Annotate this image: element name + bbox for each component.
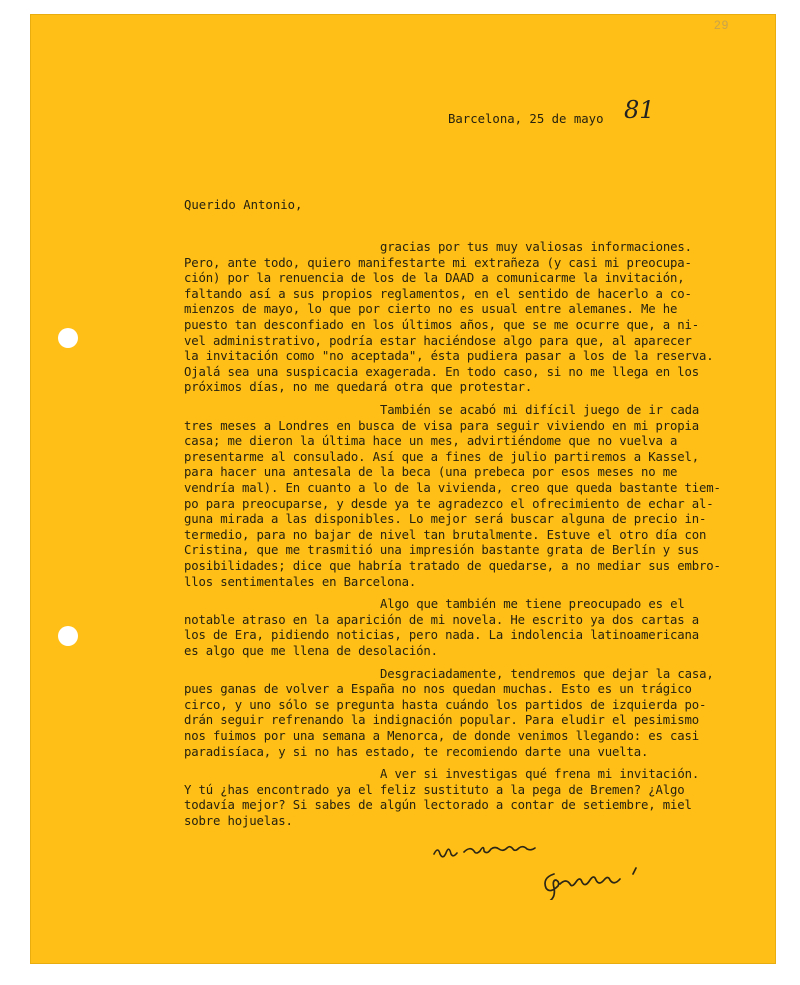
handwritten-year: 81 [624, 96, 655, 124]
letter-line: tres meses a Londres en busca de visa para seguir viviendo en mi propia [184, 418, 699, 433]
salutation: Querido Antonio, [184, 198, 303, 212]
letter-line: es algo que me llena de desolación. [184, 644, 438, 658]
letter-line: nos fuimos por una semana a Menorca, de donde venimos llegando: es casi [184, 729, 699, 743]
letter-line: mienzos de mayo, lo que por cierto no es usual entre alemanes. Me he [184, 302, 678, 317]
letter-line: vel administrativo, podría estar haciéndose algo para que, al aparecer [184, 333, 692, 348]
archive-number: 29 [714, 18, 730, 32]
letter-line: presentarme al consulado. Así que a fines de julio partiremos a Kassel, [184, 449, 699, 464]
letter-line: Cristina, que me trasmitió una impresión bastante grata de Berlín y sus [184, 543, 699, 558]
letter-line: paradisíaca, y si no has estado, te recomiendo darte una vuelta. [184, 744, 649, 759]
letter-line: faltando así a sus propios reglamentos, en el sentido de hacerlo a co- [184, 286, 692, 301]
letter-line: próximos días, no me quedará otra que protestar. [184, 380, 533, 395]
letter-line: para hacer una antesala de la beca (una prebeca por esos meses no me [184, 465, 678, 480]
handwritten-closing [432, 838, 582, 862]
handwritten-signature [540, 866, 660, 900]
punch-hole-bottom [58, 626, 78, 646]
letter-line: Desgraciadamente, tendremos que dejar la casa, [380, 666, 714, 681]
letter-line: termedio, para no bajar de nivel tan brutalmente. Estuve el otro día con [184, 527, 707, 542]
letter-line: pues ganas de volver a España no nos quedan muchas. Esto es un trágico [184, 682, 692, 697]
letter-line: guna mirada a las disponibles. Lo mejor será buscar alguna de precio in- [184, 512, 707, 527]
letter-line: drán seguir refrenando la indignación popular. Para eludir el pesimismo [184, 713, 699, 728]
letter-line: llos sentimentales en Barcelona. [184, 574, 417, 589]
letter-line: posibilidades; dice que habría tratado de quedarse, a no mediar sus embro- [184, 559, 721, 573]
letter-line: los de Era, pidiendo noticias, pero nada. La indolencia latinoamericana [184, 628, 699, 643]
letter-line: vendría mal). En cuanto a lo de la vivienda, creo que queda bastante tiem- [184, 481, 721, 495]
letter-line: casa; me dieron la última hace un mes, advirtiéndome que no vuelva a [184, 434, 678, 449]
letter-line: la invitación como "no aceptada", ésta pudiera pasar a los de la reserva. [184, 349, 714, 364]
letter-line: puesto tan desconfiado en los últimos años, que se me ocurre que, a ni- [184, 318, 699, 332]
letter-line: notable atraso en la aparición de mi novela. He escrito ya dos cartas a [184, 612, 699, 627]
letter-line: También se acabó mi difícil juego de ir cada [380, 403, 700, 417]
date-line [448, 112, 603, 126]
letter-line: todavía mejor? Si sabes de algún lectorado a contar de setiembre, miel [184, 798, 692, 813]
letter-line: Y tú ¿has encontrado ya el feliz sustituto a la pega de Bremen? ¿Algo [184, 782, 685, 797]
letter-line: po para preocuparse, y desde ya te agradezco el ofrecimiento de echar al- [184, 496, 714, 511]
letter-line: Pero, ante todo, quiero manifestarte mi extrañeza (y casi mi preocupa- [184, 255, 692, 270]
letter-line: gracias por tus muy valiosas informaciones. [380, 240, 692, 254]
letter-line: ción) por la renuencia de los de la DAAD a comunicarme la invitación, [184, 271, 685, 286]
letter-line: Algo que también me tiene preocupado es el [380, 597, 685, 612]
letter-line: sobre hojuelas. [184, 814, 293, 828]
date-text: Barcelona, 25 de mayo [448, 112, 604, 126]
letter-line: Ojalá sea una suspicacia exagerada. En todo caso, si no me llega en los [184, 364, 699, 379]
letter-line: A ver si investigas qué frena mi invitación. [380, 767, 700, 782]
letter-line: circo, y uno sólo se pregunta hasta cuándo los partidos de izquierda po- [184, 697, 707, 712]
punch-hole-top [58, 328, 78, 348]
